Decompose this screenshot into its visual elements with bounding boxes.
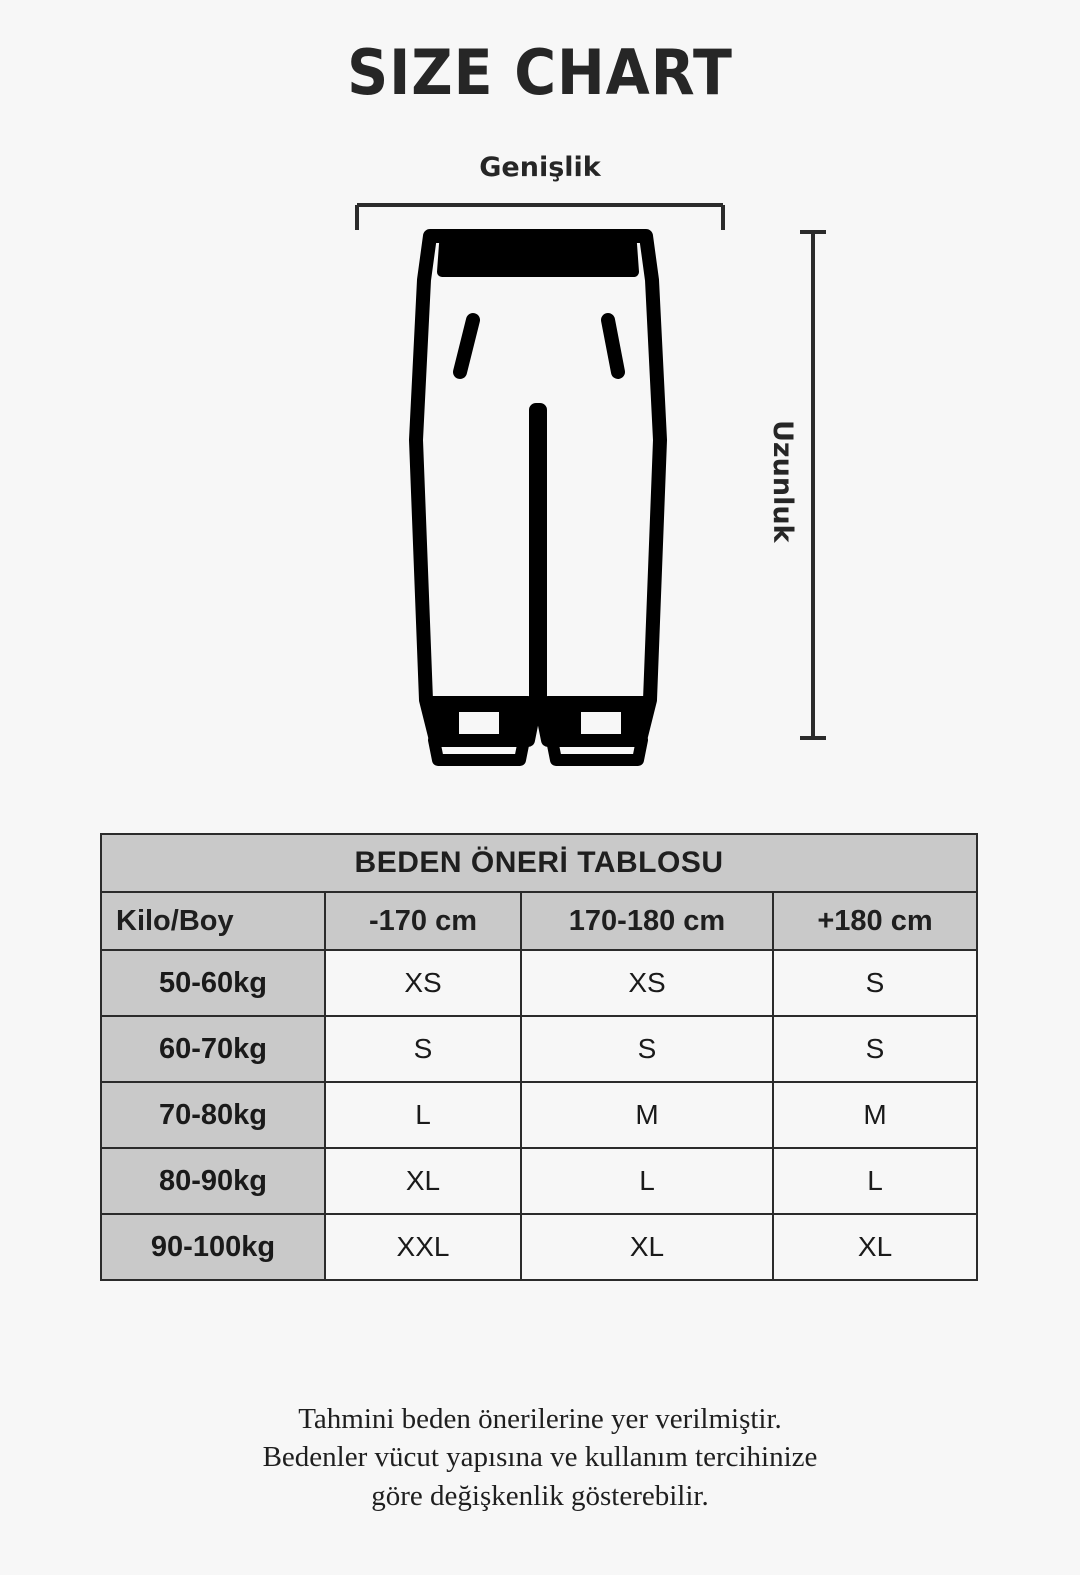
table-row	[101, 1082, 977, 1148]
row-label: 70-80kg	[101, 1082, 325, 1148]
cuff-notch-right	[581, 712, 621, 734]
length-label: Uzunluk	[767, 420, 798, 543]
row-label: 90-100kg	[101, 1214, 325, 1280]
row-cell: M	[773, 1082, 977, 1148]
row-cell: XL	[521, 1214, 773, 1280]
row-cell: S	[773, 1016, 977, 1082]
table-header-row	[101, 892, 977, 950]
column-header-0: Kilo/Boy	[101, 892, 325, 950]
row-cell: S	[521, 1016, 773, 1082]
row-label: 50-60kg	[101, 950, 325, 1016]
row-cell: L	[773, 1148, 977, 1214]
row-label: 60-70kg	[101, 1016, 325, 1082]
column-header-3: +180 cm	[773, 892, 977, 950]
footnote-line-1: Tahmini beden önerilerine yer verilmiştir.	[298, 1403, 782, 1435]
row-cell: XS	[521, 950, 773, 1016]
size-table-container	[100, 833, 976, 1281]
column-header-1: -170 cm	[325, 892, 521, 950]
row-cell: XL	[325, 1148, 521, 1214]
column-header-2: 170-180 cm	[521, 892, 773, 950]
table-caption: BEDEN ÖNERİ TABLOSU	[101, 834, 977, 892]
length-measure-bracket	[800, 232, 826, 738]
table-row	[101, 1214, 977, 1280]
page-title: SIZE CHART	[347, 36, 733, 109]
row-cell: XL	[773, 1214, 977, 1280]
cuff-notch-left	[459, 712, 499, 734]
row-cell: L	[521, 1148, 773, 1214]
row-cell: S	[773, 950, 977, 1016]
width-measure-bracket	[357, 205, 723, 230]
footnote-line-2: Bedenler vücut yapısına ve kullanım tercihinize	[262, 1441, 818, 1474]
footnote	[0, 1400, 1080, 1515]
garment-diagram	[0, 140, 1080, 800]
width-label: Genişlik	[479, 152, 601, 183]
row-cell: XS	[325, 950, 521, 1016]
row-cell: XXL	[325, 1214, 521, 1280]
row-cell: M	[521, 1082, 773, 1148]
sweatpants-icon	[0, 140, 1080, 800]
row-label: 80-90kg	[101, 1148, 325, 1214]
footnote-line-3: göre değişkenlik gösterebilir.	[371, 1479, 709, 1512]
size-recommendation-table	[100, 833, 978, 1281]
table-row	[101, 1148, 977, 1214]
row-cell: L	[325, 1082, 521, 1148]
table-row	[101, 1016, 977, 1082]
table-row	[101, 950, 977, 1016]
row-cell: S	[325, 1016, 521, 1082]
